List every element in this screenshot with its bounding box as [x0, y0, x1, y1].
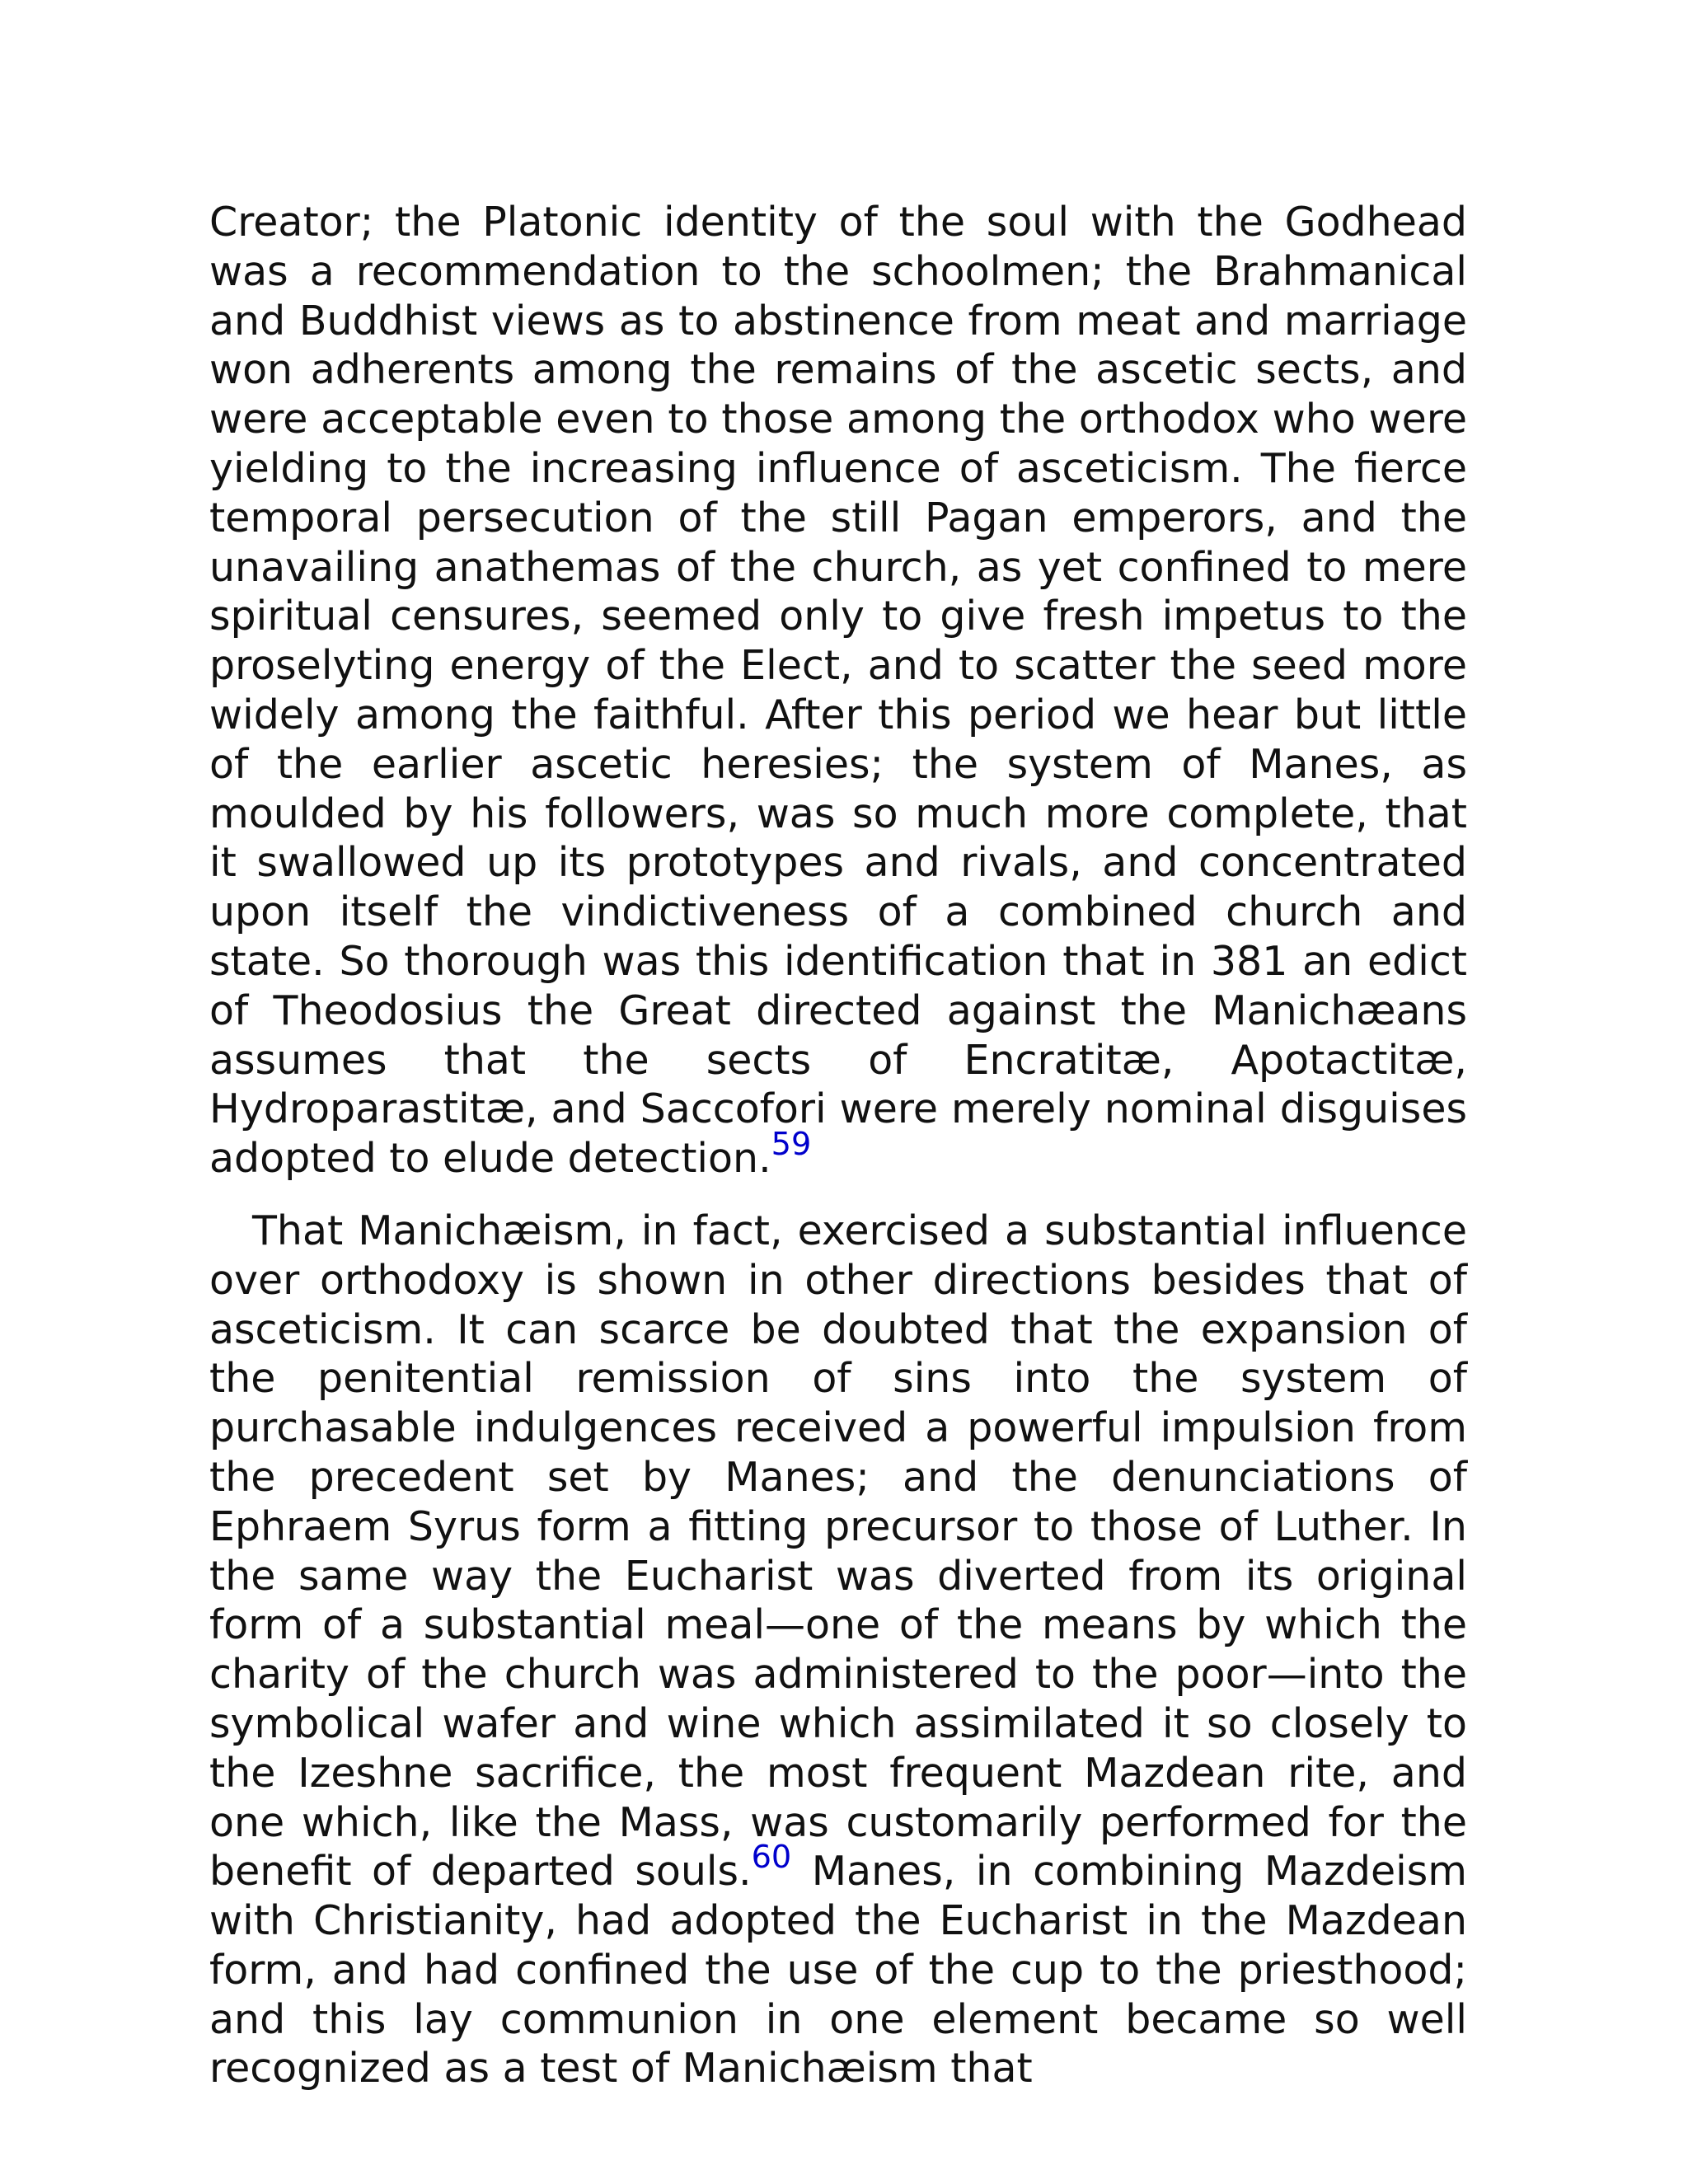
- paragraph-1: [209, 198, 1467, 1183]
- footnote-link-60[interactable]: 60: [751, 1840, 792, 1877]
- paragraph-text: Manes, in combining Mazdeism with Christianity, had adopted the Eucharist in the Mazdean form, and had confined the use of the cup to the priesthood; and this lay communion in one element became so well recognized as a test of Manichæism that: [209, 1848, 1467, 2093]
- document-page: [209, 198, 1467, 2093]
- paragraph-2: [209, 1207, 1467, 2093]
- paragraph-text: Creator; the Platonic identity of the soul with the Godhead was a recommendation to the schoolmen; the Brahmanical and Buddhist views as to abstinence from meat and marriage won adherents among the remains of the ascetic sects, and were acceptable even to those among the orthodox who were yielding to the increasing influence of asceticism. The fierce temporal persecution of the still Pagan emperors, and the unavailing anathemas of the church, as yet confined to mere spiritual censures, seemed only to give fresh impetus to the proselyting energy of the Elect, and to scatter the seed more widely among the faithful. After this period we hear but little of the earlier ascetic heresies; the system of Manes, as moulded by his followers, was so much more complete, that it swallowed up its prototypes and rivals, and concentrated upon itself the vindictiveness of a combined church and state. So thorough was this identification that in 381 an edict of Theodosius the Great directed against the Manichæans assumes that the sects of Encratitæ, Apotactitæ, Hydroparastitæ, and Saccofori were merely nominal disguises adopted to elude detection.: [209, 199, 1467, 1183]
- paragraph-text: That Manichæism, in fact, exercised a substantial influence over orthodoxy is shown in other directions besides that of asceticism. It can scarce be doubted that the expansion of the penitential remission of sins into the system of purchasable indulgences received a powerful impulsion from the precedent set by Manes; and the denunciations of Ephraem Syrus form a fitting precursor to those of Luther. In the same way the Eucharist was diverted from its original form of a substantial meal—one of the means by which the charity of the church was administered to the poor—into the symbolical wafer and wine which assimilated it so closely to the Izeshne sacrifice, the most frequent Mazdean rite, and one which, like the Mass, was customarily performed for the benefit of departed souls.: [209, 1207, 1467, 1896]
- footnote-link-59[interactable]: 59: [771, 1127, 812, 1164]
